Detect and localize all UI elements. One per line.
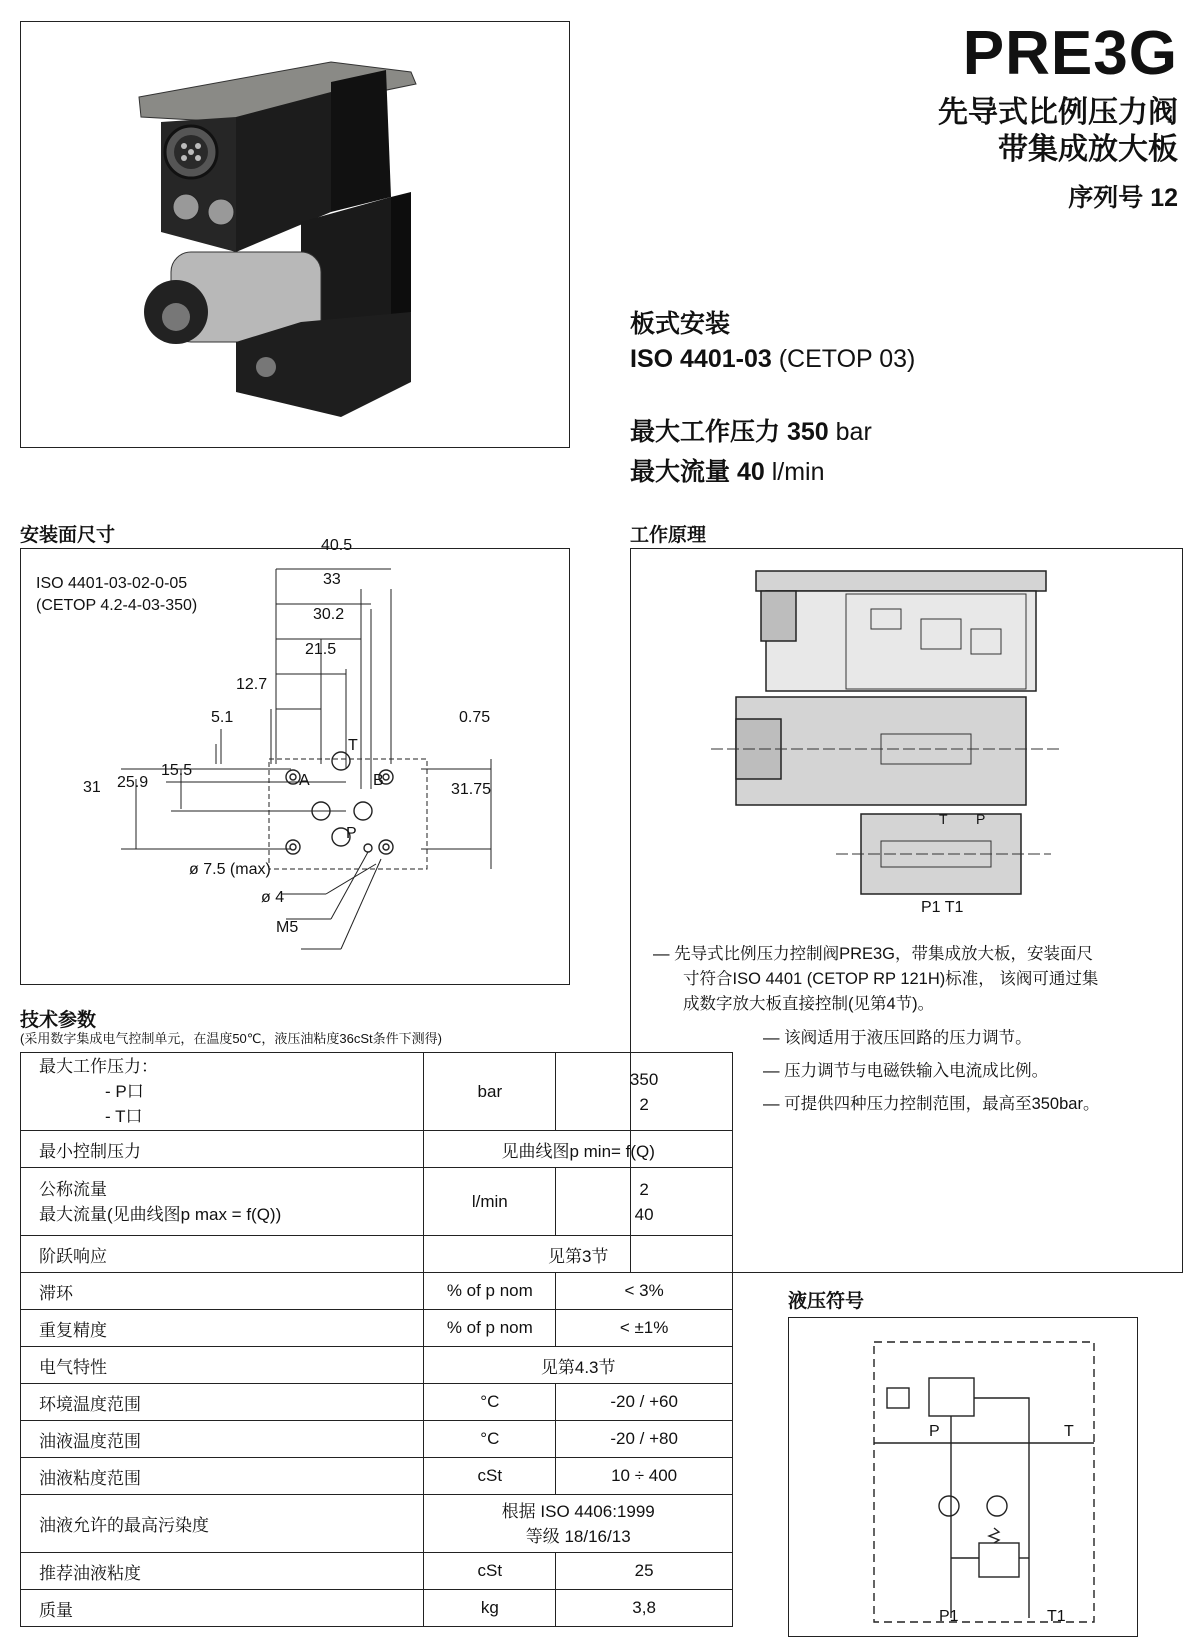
row-label: 重复精度 [21, 1310, 424, 1347]
dim-0-75: 0.75 [459, 709, 491, 726]
table-row [21, 1421, 733, 1458]
product-photo [21, 22, 569, 447]
row-value: 25 [556, 1553, 733, 1590]
row-value: 3,8 [556, 1590, 733, 1627]
row-label: 油液温度范围 [21, 1421, 424, 1458]
row-value: 2 [639, 1179, 649, 1199]
row-unit: °C [424, 1384, 556, 1421]
row-value: < 3% [556, 1273, 733, 1310]
row-unit: cSt [424, 1458, 556, 1495]
series-label: 序列号 [1068, 184, 1144, 212]
row-value: 2 [639, 1094, 649, 1114]
series-line [1068, 178, 1178, 214]
row-value: -20 / +60 [556, 1384, 733, 1421]
dim-33: 33 [323, 571, 341, 588]
callout-thread: M5 [276, 919, 299, 936]
row-unit: cSt [424, 1553, 556, 1590]
tech-table [20, 1052, 733, 1627]
row-unit: °C [424, 1421, 556, 1458]
table-row [21, 1053, 733, 1131]
row-unit: % of p nom [424, 1273, 556, 1310]
table-row [21, 1458, 733, 1495]
row-value: 根据 ISO 4406:1999 [501, 1501, 655, 1521]
row-label: 阶跃响应 [21, 1236, 424, 1273]
product-subtitle-2: 带集成放大板 [998, 133, 1178, 166]
principle-t-label: T [939, 811, 948, 827]
row-sublabel: - P口 [105, 1082, 144, 1101]
row-value: 10 ÷ 400 [556, 1458, 733, 1495]
table-row [21, 1310, 733, 1347]
mounting-drawing-frame [20, 537, 570, 985]
dim-30-2: 30.2 [313, 606, 345, 623]
mounting-heading: 安装面尺寸 [20, 525, 116, 546]
max-flow: 最大流量 40 l/min [630, 458, 825, 486]
hydraulic-symbol [789, 1318, 1137, 1636]
mounting-standard-2: (CETOP 4.2-4-03-350) [36, 597, 198, 614]
port-t-label: T [348, 737, 358, 754]
principle-bullet-4: — 可提供四种压力控制范围，最高至350bar。 [763, 1095, 1100, 1113]
symbol-t1-label: T1 [1047, 1608, 1066, 1625]
symbol-p1-label: P1 [939, 1608, 959, 1625]
row-label: 最大流量(见曲线图p max = f(Q)) [39, 1204, 282, 1224]
row-unit: l/min [424, 1168, 556, 1236]
row-value: 见第3节 [424, 1236, 733, 1273]
port-b-label: B [373, 772, 384, 789]
product-title: PRE3G [962, 19, 1178, 88]
row-value: 350 [629, 1069, 659, 1089]
port-a-label: A [299, 772, 310, 789]
row-unit: % of p nom [424, 1310, 556, 1347]
row-value: -20 / +80 [556, 1421, 733, 1458]
tech-heading: 技术参数 [20, 1010, 97, 1031]
table-row [21, 1273, 733, 1310]
iso-standard: ISO 4401-03 (CETOP 03) [630, 345, 916, 373]
row-label: 环境温度范围 [21, 1384, 424, 1421]
principle-bullet-1b: 寸符合ISO 4401 (CETOP RP 121H)标准， 该阀可通过集 [683, 970, 1099, 988]
principle-bullet-2: — 该阀适用于液压回路的压力调节。 [763, 1029, 1032, 1047]
symbol-t-label: T [1064, 1423, 1074, 1440]
table-row [21, 1384, 733, 1421]
row-label: 质量 [21, 1590, 424, 1627]
row-label: 滞环 [21, 1273, 424, 1310]
table-row [21, 1553, 733, 1590]
dim-12-7: 12.7 [236, 676, 268, 693]
row-value: < ±1% [556, 1310, 733, 1347]
table-row [21, 1168, 733, 1236]
mounting-standard-1: ISO 4401-03-02-0-05 [36, 575, 188, 592]
tech-note: (采用数字集成电气控制单元，在温度50℃，液压油粘度36cSt条件下测得) [20, 1031, 442, 1046]
series-number: 12 [1150, 184, 1178, 212]
max-pressure: 最大工作压力 350 bar [630, 418, 872, 446]
product-photo-frame [20, 21, 570, 448]
callout-hole-diameter: ø 7.5 (max) [189, 861, 271, 878]
row-value: 等级 18/16/13 [525, 1526, 631, 1546]
table-row [21, 1495, 733, 1553]
symbol-p-label: P [929, 1423, 940, 1440]
symbol-heading: 液压符号 [788, 1291, 865, 1312]
principle-heading: 工作原理 [630, 525, 707, 546]
principle-p-label: P [976, 811, 986, 827]
product-subtitle-1: 先导式比例压力阀 [938, 96, 1178, 129]
principle-bullet-1a: — 先导式比例压力控制阀PRE3G，带集成放大板，安装面尺 [653, 945, 1094, 963]
row-value: 见曲线图p min= f(Q) [424, 1131, 733, 1168]
principle-bullet-3: — 压力调节与电磁铁输入电流成比例。 [763, 1062, 1049, 1080]
row-label: 油液允许的最高污染度 [21, 1495, 424, 1553]
row-unit: bar [424, 1053, 556, 1131]
row-label: 最大工作压力： [39, 1057, 158, 1076]
dim-21-5: 21.5 [305, 641, 337, 658]
table-row [21, 1236, 733, 1273]
dim-25-9: 25.9 [117, 774, 149, 791]
dim-31-75: 31.75 [451, 781, 492, 798]
dim-15-5: 15.5 [161, 762, 193, 779]
mount-type: 板式安装 [630, 310, 731, 338]
row-value: 见第4.3节 [424, 1347, 733, 1384]
table-row [21, 1347, 733, 1384]
row-label: 最小控制压力 [21, 1131, 424, 1168]
row-unit: kg [424, 1590, 556, 1627]
principle-drawing [631, 549, 1182, 929]
table-row [21, 1131, 733, 1168]
dim-5-1: 5.1 [211, 709, 234, 726]
row-sublabel: - T口 [105, 1107, 143, 1126]
port-p-label: P [346, 825, 357, 842]
row-label: 公称流量 [39, 1179, 107, 1199]
row-value: 40 [634, 1204, 654, 1224]
callout-pin-diameter: ø 4 [261, 889, 285, 906]
row-label: 电气特性 [21, 1347, 424, 1384]
principle-ports-label: P1 T1 [921, 899, 964, 916]
dim-40-5: 40.5 [321, 537, 353, 554]
row-label: 油液粘度范围 [21, 1458, 424, 1495]
symbol-frame [788, 1317, 1138, 1637]
principle-bullet-1c: 成数字放大板直接控制(见第4节)。 [683, 995, 935, 1013]
row-label: 推荐油液粘度 [21, 1553, 424, 1590]
dim-31: 31 [83, 779, 101, 796]
table-row [21, 1590, 733, 1627]
